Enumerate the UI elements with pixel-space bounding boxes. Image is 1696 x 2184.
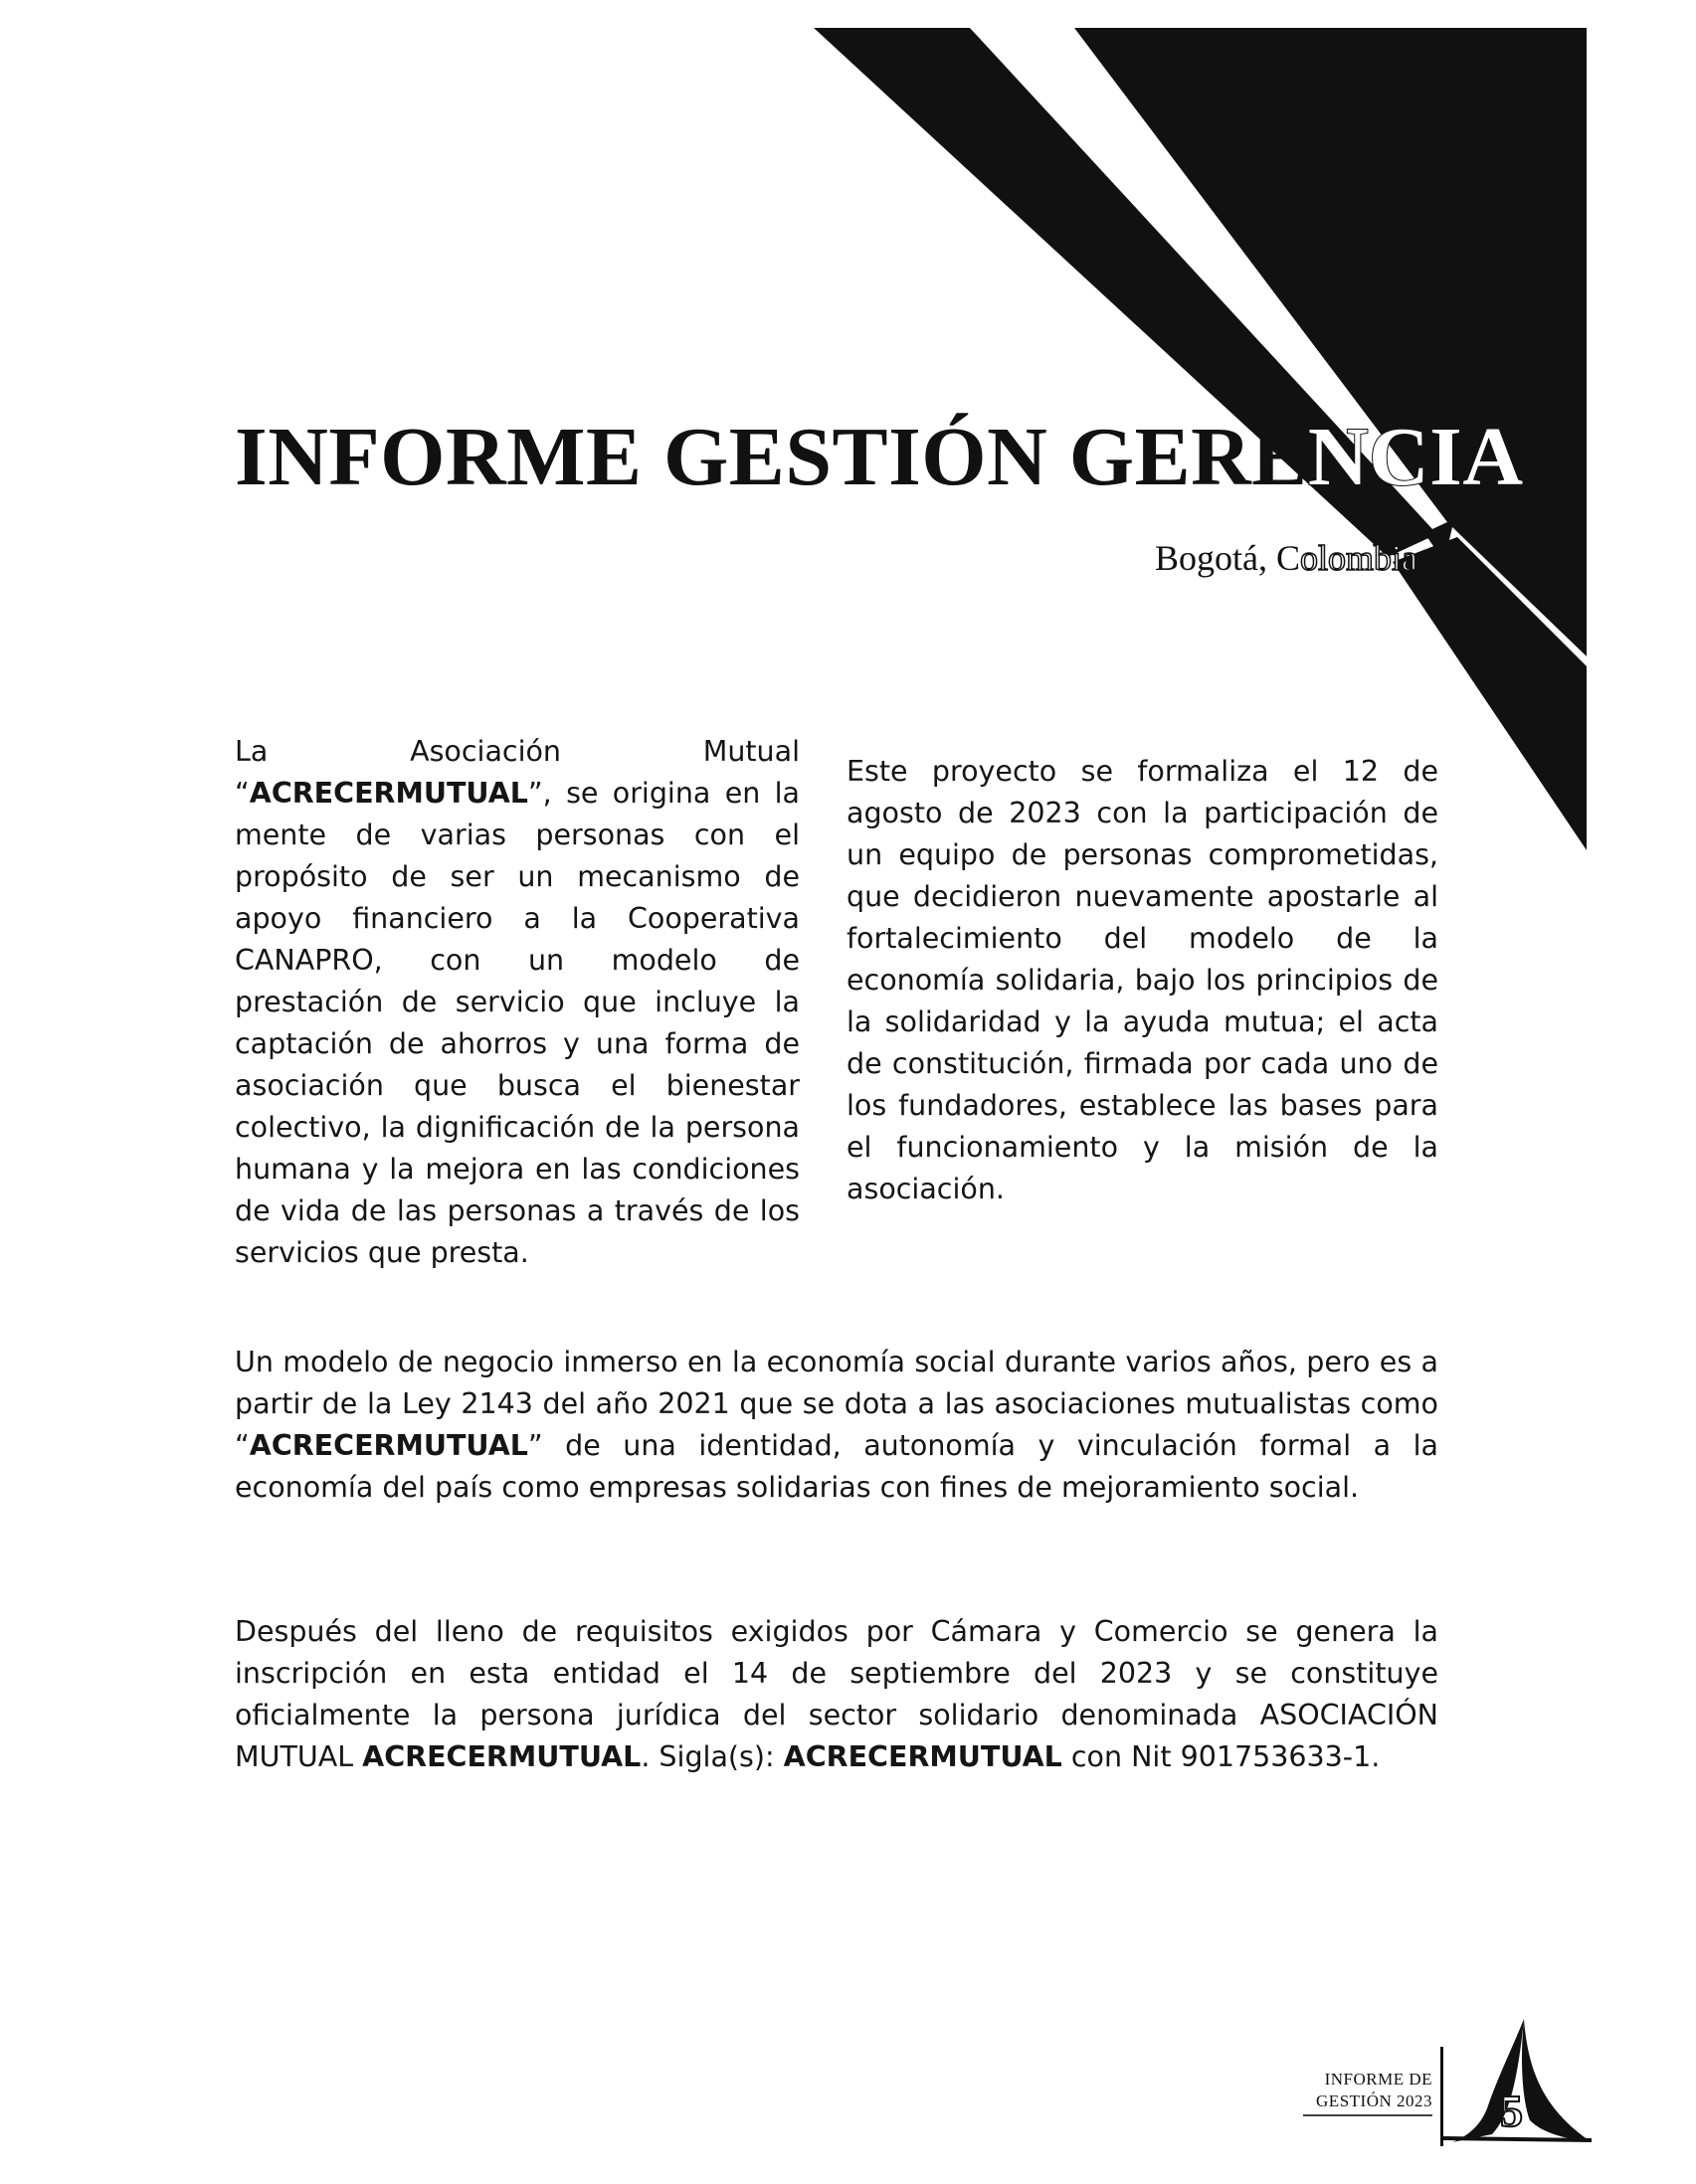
title-lead: INFORME GESTIÓN GERE [235, 411, 1308, 503]
footer-report-label: INFORME DE GESTIÓN 2023 [1316, 2070, 1432, 2110]
paragraph-business-model: Un modelo de negocio inmerso en la economía social durante varios años, pero es a partir de la Ley 2143 del año 2021 que se dota a las asociaciones mutualistas como “ACRECERMUTUAL” de una identidad, autonomía y vinculación formal a la economía del país como empresas solidarias con fines de mejoramiento social. [235, 1346, 1438, 1504]
paragraph-origin: La Asociación Mutual “ACRECERMUTUAL”, se origina en la mente de varias personas con el propósito de ser un mecanismo de apoyo financiero a la Cooperativa CANAPRO, con un modelo de prestación de servicio que incluye la captación de ahorros y una forma de asociación que busca el bienestar colectivo, la dignificación de la persona humana y la mejora en las condiciones de vida de las personas a través de los servicios que presta. [235, 735, 800, 1269]
location-lead: Bogotá, C [1155, 538, 1301, 578]
footer-logo-icon [1293, 2009, 1611, 2148]
paragraph-formalization: Este proyecto se formaliza el 12 de agosto de 2023 con la participación de un equipo de personas comprometidas, que decidieron nuevamente apostarle al fortalecimiento del modelo de la economía solidaria, bajo los principios de la solidaridad y la ayuda mutua; el acta de constitución, firmada por cada uno de los fundadores, establece las bases para el funcionamiento y la misión de la asociación. [847, 755, 1438, 1205]
paragraph-registration: Después del lleno de requisitos exigidos por Cámara y Comercio se genera la inscripción en esta entidad el 14 de septiembre del 2023 y se constituye oficialmente la persona jurídica del sector solidario denominada ASOCIACIÓN MUTUAL ACRECERMUTUAL. Sigla(s): ACRECERMUTUAL con Nit 901753633-1. [235, 1615, 1438, 1773]
page-title [235, 411, 1524, 503]
page-number: 5 [1500, 2086, 1523, 2136]
title-tail: NCIA [1307, 411, 1524, 503]
org-name-bold: ACRECERMUTUAL [249, 777, 528, 810]
org-name-bold: ACRECERMUTUAL [249, 1429, 528, 1462]
org-name-bold: ACRECERMUTUAL [362, 1740, 642, 1773]
location-label [1155, 537, 1417, 579]
location-tail: olombia [1300, 538, 1417, 578]
acronym-bold: ACRECERMUTUAL [783, 1740, 1062, 1773]
